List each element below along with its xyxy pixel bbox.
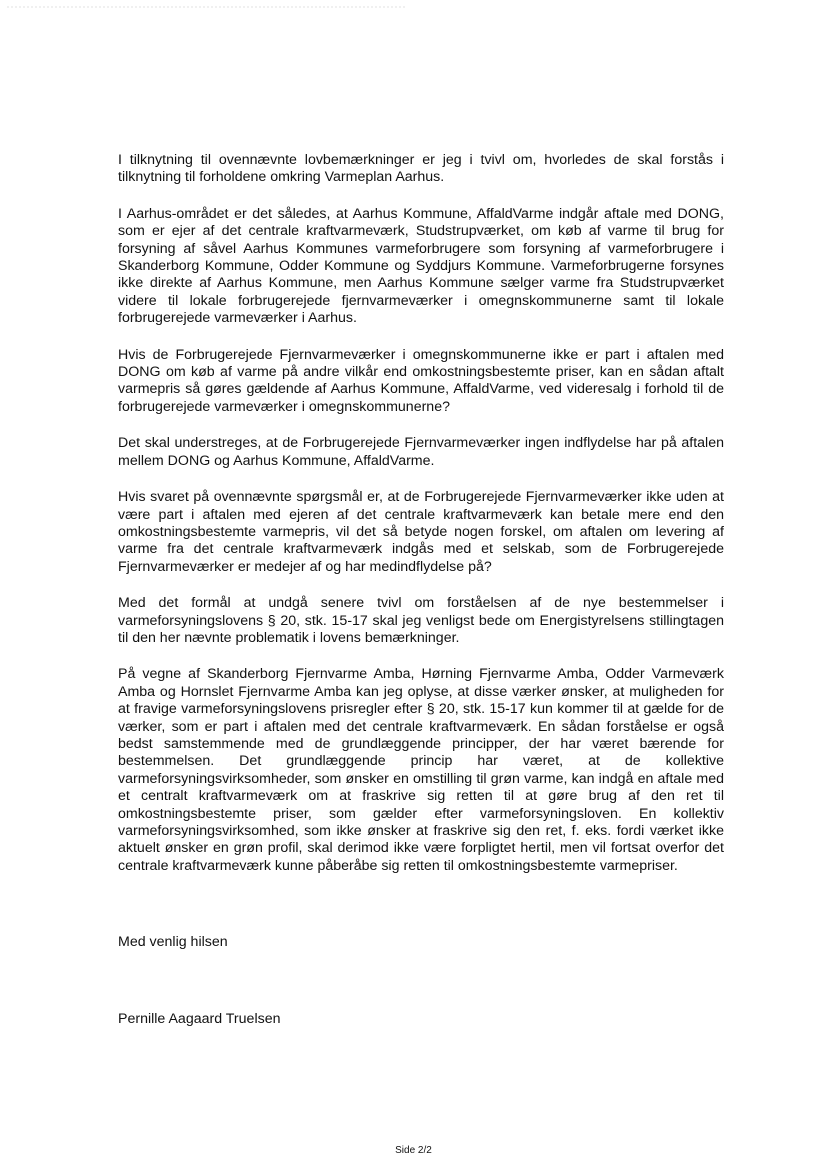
letter-body: [118, 152, 724, 894]
scan-artifact: [6, 6, 406, 8]
paragraph-1: I tilknytning til ovennævnte lovbemærkninger er jeg i tvivl om, hvorledes de skal forstås i tilknytning til forholdene omkring Varmeplan Aarhus.: [118, 152, 724, 186]
paragraph-4: Det skal understreges, at de Forbrugerejede Fjernvarmeværker ingen indflydelse har på aftalen mellem DONG og Aarhus Kommune, AffaldVarme.: [118, 435, 724, 469]
paragraph-7: På vegne af Skanderborg Fjernvarme Amba, Hørning Fjernvarme Amba, Odder Varmeværk Amba og Hornslet Fjernvarme Amba kan jeg oplyse, at disse værker ønsker, at muligheden for at fravige varmeforsyningslovens prisregler efter § 20, stk. 15-17 kun kommer til at gælde for de værker, som er part i aftalen med det centrale kraftvarmeværk. En sådan forståelse er også bedst samstemmende med de grundlæggende principper, der har været bærende for bestemmelsen. Det grundlæggende princip har været, at de kollektive varmeforsyningsvirksomheder, som ønsker en omstilling til grøn varme, kan indgå en aftale med et centralt kraftvarmeværk om at fraskrive sig retten til at gøre brug af den ret til omkostningsbestemte priser, som gælder efter varmeforsyningsloven. En kollektiv varmeforsyningsvirksomhed, som ikke ønsker at fraskrive sig den ret, f. eks. fordi værket ikke aktuelt ønsker en grøn profil, skal derimod ikke være forpligtet hertil, men vil fortsat overfor det centrale kraftvarmeværk kunne påberåbe sig retten til omkostningsbestemte varmepriser.: [118, 666, 724, 874]
paragraph-5: Hvis svaret på ovennævnte spørgsmål er, at de Forbrugerejede Fjernvarmeværker ikke uden at være part i aftalen med ejeren af det centrale kraftvarmeværk kan betale mere end den omkostningsbestemte varmepris, vil det så betyde nogen forskel, om aftalen om levering af varme fra det centrale kraftvarmeværk indgås med et selskab, som de Forbrugerejede Fjernvarmeværker er medejer af og har medindflydelse på?: [118, 489, 724, 575]
signature-name: Pernille Aagaard Truelsen: [118, 1011, 281, 1027]
paragraph-2: I Aarhus-området er det således, at Aarhus Kommune, AffaldVarme indgår aftale med DONG, som er ejer af det centrale kraftvarmeværk, Studstrupværket, om køb af varme til brug for forsyning af såvel Aarhus Kommunes varmeforbrugere som forsyning af varmeforbrugere i Skanderborg Kommune, Odder Kommune og Syddjurs Kommune. Varmeforbrugerne forsynes ikke direkte af Aarhus Kommune, men Aarhus Kommune sælger varme fra Studstrupværket videre til lokale forbrugerejede fjernvarmeværker i omegnskommunerne samt til lokale forbrugerejede varmeværker i Aarhus.: [118, 205, 724, 327]
paragraph-3: Hvis de Forbrugerejede Fjernvarmeværker i omegnskommunerne ikke er part i aftalen med DONG om køb af varme på andre vilkår end omkostningsbestemte priser, kan en sådan aftalt varmepris så gøres gældende af Aarhus Kommune, AffaldVarme, ved videresalg i forhold til de forbrugerejede varmeværker i omegnskommunerne?: [118, 346, 724, 415]
paragraph-6: Med det formål at undgå senere tvivl om forståelsen af de nye bestemmelser i varmeforsyningslovens § 20, stk. 15-17 skal jeg venligst bede om Energistyrelsens stillingtagen til den her nævnte problematik i lovens bemærkninger.: [118, 595, 724, 646]
page-number: Side 2/2: [395, 1145, 432, 1156]
closing-salutation: Med venlig hilsen: [118, 934, 228, 950]
